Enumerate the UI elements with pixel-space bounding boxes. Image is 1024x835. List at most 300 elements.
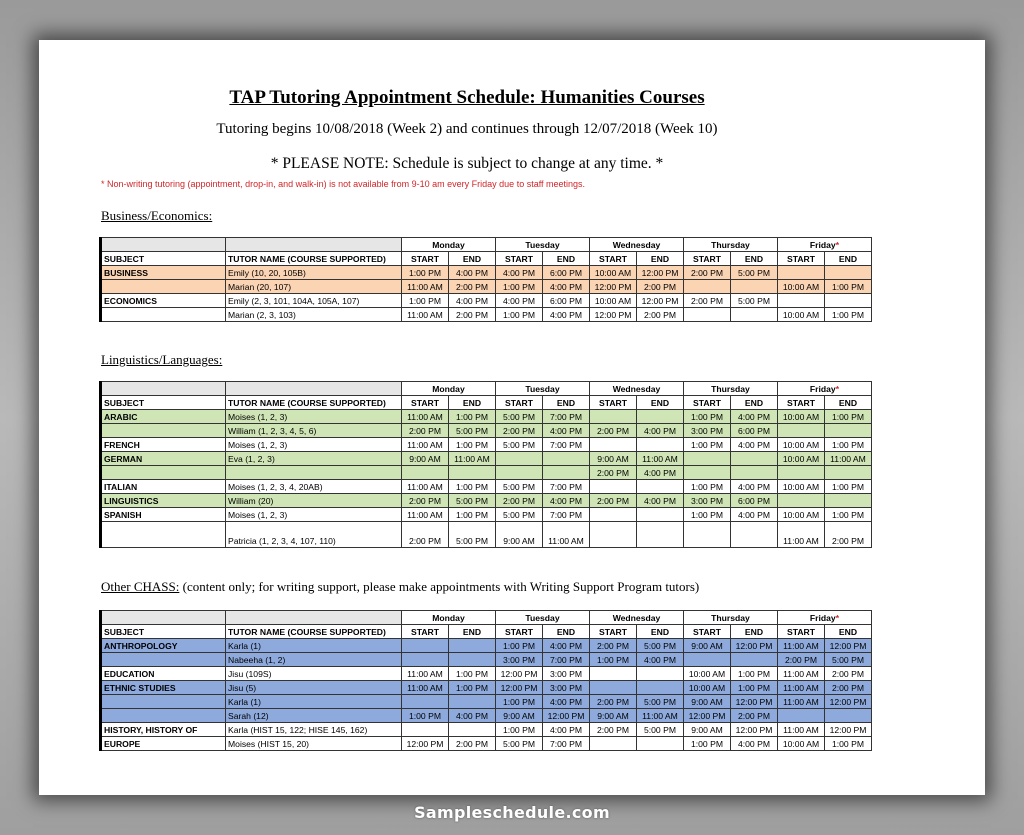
time-cell: 10:00 AM — [778, 452, 825, 466]
column-header-subject: SUBJECT — [101, 625, 226, 639]
time-cell: 5:00 PM — [637, 639, 684, 653]
table-row — [101, 709, 872, 723]
time-cell: 1:00 PM — [402, 294, 449, 308]
column-header-end: END — [637, 252, 684, 266]
table-row — [101, 280, 872, 294]
table-row — [101, 452, 872, 466]
time-cell: 2:00 PM — [402, 424, 449, 438]
time-cell: 4:00 PM — [543, 639, 590, 653]
time-cell: 2:00 PM — [402, 494, 449, 508]
time-cell: 2:00 PM — [590, 695, 637, 709]
time-cell: 11:00 AM — [449, 452, 496, 466]
time-cell — [637, 438, 684, 452]
document-subtitle: Tutoring begins 10/08/2018 (Week 2) and continues through 12/07/2018 (Week 10) — [216, 121, 718, 137]
time-cell: 1:00 PM — [402, 709, 449, 723]
table-row — [101, 653, 872, 667]
time-cell: 4:00 PM — [637, 466, 684, 480]
time-cell: 5:00 PM — [637, 723, 684, 737]
time-cell: 1:00 PM — [825, 410, 872, 424]
subject-cell — [101, 709, 226, 723]
day-header-wednesday: Wednesday — [590, 611, 684, 625]
time-cell: 12:00 PM — [731, 723, 778, 737]
time-cell — [590, 480, 637, 494]
friday-asterisk: * — [835, 239, 840, 250]
time-cell: 12:00 PM — [496, 667, 543, 681]
time-cell: 2:00 PM — [496, 494, 543, 508]
time-cell: 2:00 PM — [778, 653, 825, 667]
time-cell: 10:00 AM — [778, 480, 825, 494]
column-header-end: END — [449, 396, 496, 410]
time-cell: 11:00 AM — [402, 438, 449, 452]
column-header-start: START — [402, 625, 449, 639]
day-header-tuesday: Tuesday — [496, 382, 590, 396]
header-blank-cell — [226, 238, 402, 252]
time-cell: 1:00 PM — [449, 681, 496, 695]
time-cell: 1:00 PM — [449, 508, 496, 522]
time-cell: 4:00 PM — [637, 653, 684, 667]
column-header-start: START — [590, 396, 637, 410]
time-cell — [684, 522, 731, 548]
column-header-end: END — [449, 625, 496, 639]
tutor-cell: Moises (1, 2, 3, 4, 20AB) — [226, 480, 402, 494]
day-header-friday — [778, 611, 872, 625]
time-cell — [731, 466, 778, 480]
time-cell: 4:00 PM — [637, 424, 684, 438]
time-cell: 1:00 PM — [449, 438, 496, 452]
time-cell: 7:00 PM — [543, 480, 590, 494]
time-cell: 10:00 AM — [590, 294, 637, 308]
column-header-start: START — [496, 252, 543, 266]
time-cell — [637, 480, 684, 494]
time-cell: 2:00 PM — [825, 667, 872, 681]
time-cell: 4:00 PM — [496, 294, 543, 308]
column-header-end: END — [637, 396, 684, 410]
table-row — [101, 438, 872, 452]
time-cell: 11:00 AM — [402, 681, 449, 695]
time-cell: 4:00 PM — [731, 410, 778, 424]
time-cell: 7:00 PM — [543, 438, 590, 452]
column-header-end: END — [825, 396, 872, 410]
time-cell — [637, 667, 684, 681]
time-cell — [402, 653, 449, 667]
column-header-end: END — [543, 625, 590, 639]
column-header-end: END — [543, 252, 590, 266]
time-cell: 5:00 PM — [449, 522, 496, 548]
time-cell — [731, 522, 778, 548]
table-row — [101, 308, 872, 322]
header-days-row — [101, 611, 872, 625]
time-cell: 3:00 PM — [543, 667, 590, 681]
tutor-cell: Karla (1) — [226, 639, 402, 653]
subject-cell: GERMAN — [101, 452, 226, 466]
tutor-cell: Sarah (12) — [226, 709, 402, 723]
time-cell: 7:00 PM — [543, 653, 590, 667]
day-header-tuesday: Tuesday — [496, 238, 590, 252]
time-cell — [778, 424, 825, 438]
table-row — [101, 737, 872, 751]
time-cell: 5:00 PM — [731, 294, 778, 308]
table-row — [101, 466, 872, 480]
time-cell — [637, 737, 684, 751]
time-cell: 11:00 AM — [402, 280, 449, 294]
section-heading-linguistics: Linguistics/Languages: — [101, 352, 223, 367]
time-cell — [402, 723, 449, 737]
time-cell — [731, 653, 778, 667]
table-row — [101, 294, 872, 308]
subject-cell: LINGUISTICS — [101, 494, 226, 508]
time-cell: 2:00 PM — [590, 424, 637, 438]
time-cell: 5:00 PM — [449, 494, 496, 508]
time-cell: 10:00 AM — [778, 280, 825, 294]
time-cell: 10:00 AM — [684, 681, 731, 695]
time-cell: 2:00 PM — [590, 466, 637, 480]
time-cell: 5:00 PM — [496, 480, 543, 494]
time-cell: 1:00 PM — [496, 639, 543, 653]
time-cell: 1:00 PM — [825, 737, 872, 751]
day-header-thursday: Thursday — [684, 611, 778, 625]
time-cell: 3:00 PM — [684, 494, 731, 508]
time-cell: 3:00 PM — [496, 653, 543, 667]
time-cell: 12:00 PM — [731, 639, 778, 653]
table-row — [101, 508, 872, 522]
header-blank-cell — [226, 611, 402, 625]
subject-cell: SPANISH — [101, 508, 226, 522]
subject-cell: ETHNIC STUDIES — [101, 681, 226, 695]
day-header-wednesday: Wednesday — [590, 382, 684, 396]
tutor-cell: Karla (HIST 15, 122; HISE 145, 162) — [226, 723, 402, 737]
column-header-start: START — [402, 396, 449, 410]
time-cell — [590, 737, 637, 751]
time-cell: 4:00 PM — [637, 494, 684, 508]
time-cell: 4:00 PM — [543, 424, 590, 438]
time-cell: 1:00 PM — [825, 308, 872, 322]
time-cell — [684, 452, 731, 466]
header-blank-cell — [101, 382, 226, 396]
column-header-start: START — [496, 625, 543, 639]
column-header-tutor: TUTOR NAME (COURSE SUPPORTED) — [226, 396, 402, 410]
time-cell: 4:00 PM — [449, 709, 496, 723]
time-cell: 2:00 PM — [637, 308, 684, 322]
time-cell: 2:00 PM — [825, 681, 872, 695]
subject-cell — [101, 522, 226, 548]
subject-cell — [101, 653, 226, 667]
tutor-cell: Moises (1, 2, 3) — [226, 438, 402, 452]
tutor-cell: Patricia (1, 2, 3, 4, 107, 110) — [226, 522, 402, 548]
time-cell: 2:00 PM — [825, 522, 872, 548]
day-header-monday: Monday — [402, 611, 496, 625]
time-cell: 1:00 PM — [496, 723, 543, 737]
time-cell — [449, 695, 496, 709]
time-cell: 2:00 PM — [449, 280, 496, 294]
section-heading-other-chass: Other CHASS: (content only; for writing support, please make appointments with Writing Support Program tutors) — [101, 579, 700, 594]
time-cell: 11:00 AM — [402, 508, 449, 522]
header-blank-cell — [226, 382, 402, 396]
time-cell: 4:00 PM — [543, 695, 590, 709]
time-cell: 12:00 PM — [825, 639, 872, 653]
time-cell: 2:00 PM — [590, 494, 637, 508]
time-cell: 11:00 AM — [637, 452, 684, 466]
time-cell: 1:00 PM — [684, 737, 731, 751]
header-days-row — [101, 238, 872, 252]
time-cell: 6:00 PM — [543, 266, 590, 280]
time-cell: 1:00 PM — [402, 266, 449, 280]
time-cell: 7:00 PM — [543, 737, 590, 751]
time-cell: 1:00 PM — [496, 308, 543, 322]
day-header-monday: Monday — [402, 238, 496, 252]
time-cell — [778, 466, 825, 480]
time-cell: 2:00 PM — [496, 424, 543, 438]
time-cell: 1:00 PM — [684, 438, 731, 452]
column-header-start: START — [402, 252, 449, 266]
time-cell: 11:00 AM — [637, 709, 684, 723]
tutor-cell: Emily (10, 20, 105B) — [226, 266, 402, 280]
time-cell: 1:00 PM — [684, 480, 731, 494]
subject-cell — [101, 280, 226, 294]
time-cell: 12:00 PM — [543, 709, 590, 723]
time-cell: 6:00 PM — [731, 424, 778, 438]
time-cell: 12:00 PM — [637, 266, 684, 280]
time-cell: 5:00 PM — [825, 653, 872, 667]
column-header-tutor: TUTOR NAME (COURSE SUPPORTED) — [226, 252, 402, 266]
time-cell: 9:00 AM — [590, 452, 637, 466]
table-row — [101, 522, 872, 548]
time-cell: 11:00 AM — [402, 308, 449, 322]
table-row — [101, 494, 872, 508]
table-row — [101, 410, 872, 424]
tutor-cell: Eva (1, 2, 3) — [226, 452, 402, 466]
time-cell: 11:00 AM — [778, 639, 825, 653]
watermark: Sampleschedule.com — [414, 803, 610, 822]
time-cell: 5:00 PM — [637, 695, 684, 709]
time-cell — [402, 695, 449, 709]
time-cell: 11:00 AM — [778, 667, 825, 681]
subject-cell — [101, 695, 226, 709]
time-cell — [778, 709, 825, 723]
time-cell: 1:00 PM — [590, 653, 637, 667]
time-cell: 1:00 PM — [449, 480, 496, 494]
column-header-start: START — [590, 625, 637, 639]
time-cell: 12:00 PM — [731, 695, 778, 709]
time-cell: 4:00 PM — [543, 308, 590, 322]
time-cell — [543, 466, 590, 480]
tutor-cell: Moises (HIST 15, 20) — [226, 737, 402, 751]
time-cell: 9:00 AM — [684, 695, 731, 709]
time-cell: 12:00 PM — [590, 308, 637, 322]
tutor-cell: Emily (2, 3, 101, 104A, 105A, 107) — [226, 294, 402, 308]
time-cell: 1:00 PM — [449, 410, 496, 424]
tutor-cell: Moises (1, 2, 3) — [226, 410, 402, 424]
subject-cell: EUROPE — [101, 737, 226, 751]
time-cell — [731, 308, 778, 322]
column-header-start: START — [496, 396, 543, 410]
time-cell — [778, 294, 825, 308]
time-cell — [684, 308, 731, 322]
time-cell: 11:00 AM — [402, 667, 449, 681]
header-columns-row — [101, 396, 872, 410]
time-cell: 1:00 PM — [684, 508, 731, 522]
table-row — [101, 639, 872, 653]
tutor-cell: William (1, 2, 3, 4, 5, 6) — [226, 424, 402, 438]
subject-cell: FRENCH — [101, 438, 226, 452]
column-header-subject: SUBJECT — [101, 252, 226, 266]
friday-staff-meeting-note: * Non-writing tutoring (appointment, drop-in, and walk-in) is not available from 9-10 am every Friday due to staff meetings. — [101, 179, 586, 189]
time-cell — [731, 452, 778, 466]
time-cell: 12:00 PM — [590, 280, 637, 294]
time-cell: 11:00 AM — [402, 410, 449, 424]
time-cell: 1:00 PM — [496, 695, 543, 709]
time-cell: 6:00 PM — [731, 494, 778, 508]
header-columns-row — [101, 252, 872, 266]
time-cell: 10:00 AM — [778, 737, 825, 751]
time-cell: 1:00 PM — [684, 410, 731, 424]
time-cell — [825, 294, 872, 308]
day-label: Friday — [809, 612, 836, 623]
schedule-change-note: * PLEASE NOTE: Schedule is subject to change at any time. * — [270, 155, 664, 172]
tutor-cell: Jisu (109S) — [226, 667, 402, 681]
time-cell: 1:00 PM — [449, 667, 496, 681]
time-cell: 2:00 PM — [684, 294, 731, 308]
time-cell: 10:00 AM — [778, 508, 825, 522]
day-header-thursday: Thursday — [684, 382, 778, 396]
time-cell: 4:00 PM — [543, 494, 590, 508]
time-cell: 12:00 PM — [496, 681, 543, 695]
document-title: TAP Tutoring Appointment Schedule: Humanities Courses — [229, 87, 705, 108]
tutor-cell: Karla (1) — [226, 695, 402, 709]
time-cell: 2:00 PM — [731, 709, 778, 723]
linguistics-languages-table — [99, 381, 872, 548]
time-cell — [825, 709, 872, 723]
time-cell: 12:00 PM — [825, 723, 872, 737]
schedule-document — [39, 40, 985, 795]
time-cell: 4:00 PM — [731, 480, 778, 494]
table-row — [101, 695, 872, 709]
day-label: Friday — [809, 383, 836, 394]
time-cell — [637, 681, 684, 695]
day-header-friday — [778, 382, 872, 396]
time-cell: 1:00 PM — [825, 438, 872, 452]
subject-cell — [101, 424, 226, 438]
column-header-subject: SUBJECT — [101, 396, 226, 410]
time-cell: 12:00 PM — [402, 737, 449, 751]
time-cell — [449, 723, 496, 737]
time-cell: 4:00 PM — [543, 280, 590, 294]
time-cell: 9:00 AM — [496, 709, 543, 723]
time-cell: 2:00 PM — [449, 737, 496, 751]
column-header-end: END — [731, 625, 778, 639]
time-cell: 5:00 PM — [731, 266, 778, 280]
time-cell: 10:00 AM — [590, 266, 637, 280]
time-cell: 12:00 PM — [684, 709, 731, 723]
tutor-cell: Nabeeha (1, 2) — [226, 653, 402, 667]
table-row — [101, 480, 872, 494]
tutor-cell: William (20) — [226, 494, 402, 508]
time-cell: 5:00 PM — [496, 410, 543, 424]
time-cell — [590, 410, 637, 424]
table-row — [101, 723, 872, 737]
time-cell: 10:00 AM — [778, 438, 825, 452]
tutor-cell: Moises (1, 2, 3) — [226, 508, 402, 522]
time-cell: 9:00 AM — [684, 639, 731, 653]
time-cell — [543, 452, 590, 466]
time-cell — [684, 280, 731, 294]
column-header-end: END — [543, 396, 590, 410]
time-cell: 11:00 AM — [778, 522, 825, 548]
time-cell: 3:00 PM — [684, 424, 731, 438]
time-cell — [825, 266, 872, 280]
time-cell: 9:00 AM — [496, 522, 543, 548]
time-cell: 4:00 PM — [731, 508, 778, 522]
time-cell: 10:00 AM — [684, 667, 731, 681]
tutor-cell: Jisu (5) — [226, 681, 402, 695]
time-cell: 12:00 PM — [637, 294, 684, 308]
friday-asterisk: * — [835, 612, 840, 623]
subject-cell: ARABIC — [101, 410, 226, 424]
column-header-start: START — [590, 252, 637, 266]
subject-cell: ANTHROPOLOGY — [101, 639, 226, 653]
time-cell: 11:00 AM — [543, 522, 590, 548]
tutor-cell: Marian (2, 3, 103) — [226, 308, 402, 322]
time-cell: 2:00 PM — [684, 266, 731, 280]
time-cell — [590, 508, 637, 522]
time-cell — [590, 667, 637, 681]
time-cell: 5:00 PM — [449, 424, 496, 438]
time-cell — [637, 410, 684, 424]
time-cell — [684, 653, 731, 667]
time-cell: 10:00 AM — [778, 308, 825, 322]
table-row — [101, 266, 872, 280]
table-row — [101, 667, 872, 681]
business-economics-table — [99, 237, 872, 322]
column-header-tutor: TUTOR NAME (COURSE SUPPORTED) — [226, 625, 402, 639]
time-cell — [496, 452, 543, 466]
header-blank-cell — [101, 611, 226, 625]
friday-asterisk: * — [835, 383, 840, 394]
time-cell — [731, 280, 778, 294]
time-cell: 2:00 PM — [637, 280, 684, 294]
column-header-start: START — [778, 625, 825, 639]
header-blank-cell — [101, 238, 226, 252]
time-cell: 5:00 PM — [496, 508, 543, 522]
day-label: Friday — [809, 239, 836, 250]
time-cell — [590, 522, 637, 548]
tutor-cell — [226, 466, 402, 480]
time-cell — [684, 466, 731, 480]
day-header-tuesday: Tuesday — [496, 611, 590, 625]
day-header-wednesday: Wednesday — [590, 238, 684, 252]
subject-cell: ITALIAN — [101, 480, 226, 494]
column-header-end: END — [731, 252, 778, 266]
time-cell — [402, 639, 449, 653]
time-cell: 2:00 PM — [402, 522, 449, 548]
time-cell — [637, 508, 684, 522]
time-cell — [778, 266, 825, 280]
time-cell: 11:00 AM — [778, 723, 825, 737]
header-days-row — [101, 382, 872, 396]
time-cell — [825, 424, 872, 438]
header-columns-row — [101, 625, 872, 639]
subject-cell: BUSINESS — [101, 266, 226, 280]
time-cell: 4:00 PM — [449, 266, 496, 280]
time-cell — [590, 438, 637, 452]
time-cell: 11:00 AM — [778, 695, 825, 709]
day-header-monday: Monday — [402, 382, 496, 396]
time-cell: 6:00 PM — [543, 294, 590, 308]
time-cell: 7:00 PM — [543, 508, 590, 522]
subject-cell: EDUCATION — [101, 667, 226, 681]
time-cell: 1:00 PM — [825, 480, 872, 494]
time-cell: 4:00 PM — [731, 737, 778, 751]
column-header-end: END — [825, 252, 872, 266]
